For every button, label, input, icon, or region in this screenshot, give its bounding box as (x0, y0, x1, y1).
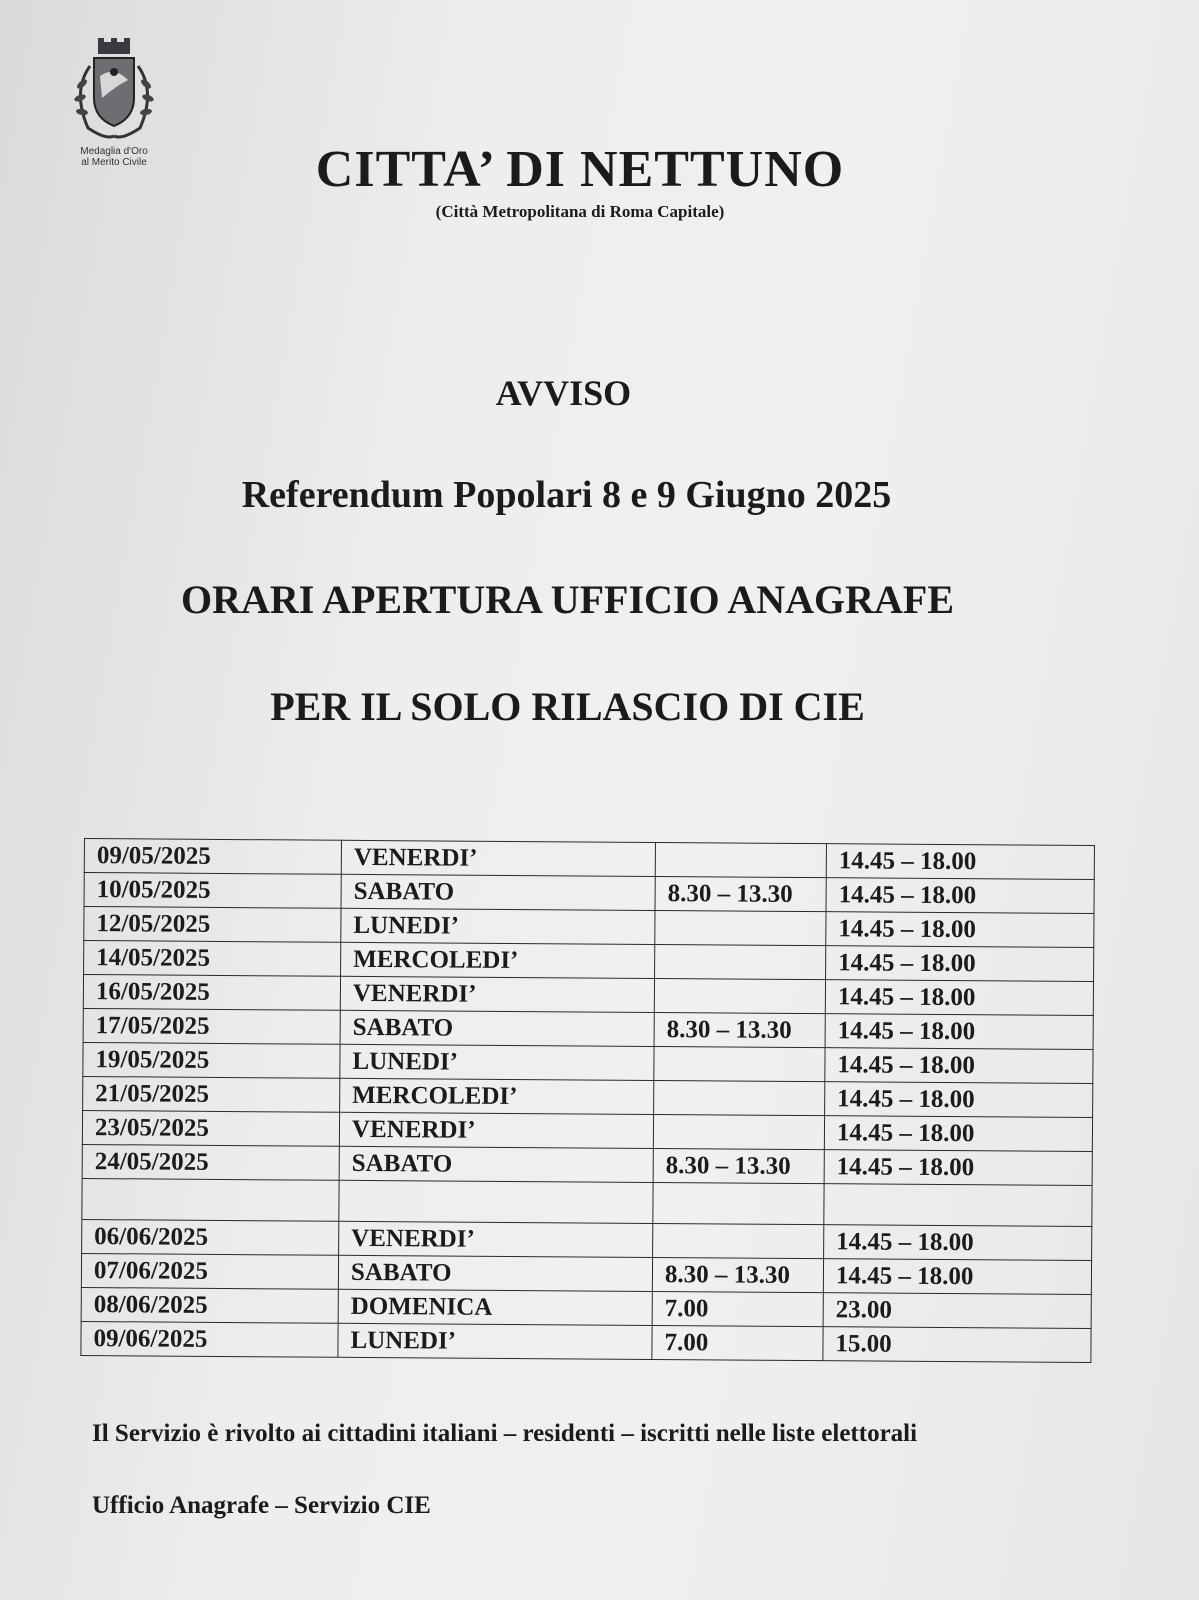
day-cell: LUNEDI’ (341, 908, 655, 944)
morning-hours-cell: 8.30 – 13.30 (653, 1148, 824, 1183)
day-cell: VENERDI’ (340, 976, 654, 1012)
cie-subheading: PER IL SOLO RILASCIO DI CIE (270, 684, 865, 729)
day-cell: LUNEDI’ (338, 1323, 652, 1359)
date-cell: 21/05/2025 (83, 1076, 340, 1112)
date-cell: 19/05/2025 (83, 1042, 340, 1078)
afternoon-hours-cell: 14.45 – 18.00 (825, 980, 1093, 1016)
day-cell: MERCOLEDI’ (340, 1078, 654, 1114)
morning-hours-cell (655, 944, 826, 979)
day-cell: SABATO (339, 1146, 653, 1182)
morning-hours-cell: 8.30 – 13.30 (655, 876, 826, 911)
afternoon-hours-cell: 14.45 – 18.00 (825, 1082, 1093, 1118)
date-cell: 10/05/2025 (84, 873, 341, 909)
date-cell: 08/06/2025 (81, 1287, 338, 1323)
date-cell: 14/05/2025 (84, 941, 341, 977)
table-row (81, 1321, 1091, 1362)
morning-hours-cell: 8.30 – 13.30 (652, 1257, 823, 1292)
morning-hours-cell (653, 1223, 824, 1258)
afternoon-hours-cell: 15.00 (823, 1327, 1091, 1363)
morning-hours-cell: 7.00 (652, 1291, 823, 1326)
morning-hours-cell (655, 910, 826, 945)
referendum-heading: Referendum Popolari 8 e 9 Giugno 2025 (241, 474, 892, 516)
date-cell (82, 1178, 339, 1221)
afternoon-hours-cell: 14.45 – 18.00 (825, 1014, 1093, 1050)
afternoon-hours-cell: 14.45 – 18.00 (824, 1116, 1092, 1152)
date-cell: 24/05/2025 (82, 1144, 339, 1180)
day-cell: LUNEDI’ (340, 1044, 654, 1080)
day-cell: VENERDI’ (339, 1221, 653, 1257)
schedule-table (80, 838, 1095, 1363)
date-cell: 09/06/2025 (81, 1321, 338, 1357)
date-cell: 09/05/2025 (84, 839, 341, 875)
coat-of-arms-icon (64, 36, 164, 146)
afternoon-hours-cell: 14.45 – 18.00 (825, 1048, 1093, 1084)
morning-hours-cell (654, 978, 825, 1013)
afternoon-hours-cell: 14.45 – 18.00 (826, 878, 1094, 914)
city-subtitle: (Città Metropolitana di Roma Capitale) (435, 202, 725, 221)
morning-hours-cell: 7.00 (652, 1325, 823, 1360)
day-cell: VENERDI’ (341, 840, 655, 876)
day-cell: SABATO (338, 1255, 652, 1291)
day-cell: DOMENICA (338, 1289, 652, 1325)
notice-label: AVVISO (495, 373, 632, 413)
day-cell: SABATO (340, 1010, 654, 1046)
afternoon-hours-cell: 14.45 – 18.00 (826, 912, 1094, 948)
emblem-caption-line1: Medaglia d'Oro (80, 146, 148, 157)
afternoon-hours-cell: 14.45 – 18.00 (823, 1259, 1091, 1295)
date-cell: 06/06/2025 (82, 1219, 339, 1255)
date-cell: 12/05/2025 (84, 907, 341, 943)
afternoon-hours-cell: 14.45 – 18.00 (824, 1150, 1092, 1186)
afternoon-hours-cell: 14.45 – 18.00 (826, 844, 1094, 880)
afternoon-hours-cell: 14.45 – 18.00 (826, 946, 1094, 982)
morning-hours-cell (653, 1114, 824, 1149)
morning-hours-cell (654, 1046, 825, 1081)
afternoon-hours-cell (824, 1184, 1092, 1227)
afternoon-hours-cell: 23.00 (823, 1293, 1091, 1329)
emblem-caption-line2: al Merito Civile (81, 157, 147, 168)
morning-hours-cell (654, 1080, 825, 1115)
service-note: Il Servizio è rivolto ai cittadini italiani – residenti – iscritti nelle liste elettorali (92, 1420, 918, 1447)
city-emblem (62, 36, 166, 168)
city-title: CITTA’ DI NETTUNO (315, 141, 845, 198)
table-spacer-row (82, 1178, 1092, 1226)
morning-hours-cell: 8.30 – 13.30 (654, 1012, 825, 1047)
date-cell: 23/05/2025 (82, 1110, 339, 1146)
morning-hours-cell (653, 1182, 824, 1224)
day-cell: MERCOLEDI’ (341, 942, 655, 978)
day-cell (339, 1180, 653, 1223)
day-cell: VENERDI’ (339, 1112, 653, 1148)
office-signature: Ufficio Anagrafe – Servizio CIE (92, 1492, 431, 1519)
morning-hours-cell (655, 842, 826, 877)
date-cell: 16/05/2025 (83, 975, 340, 1011)
afternoon-hours-cell: 14.45 – 18.00 (824, 1225, 1092, 1261)
emblem-caption (62, 146, 166, 168)
date-cell: 07/06/2025 (81, 1253, 338, 1289)
office-hours-heading: ORARI APERTURA UFFICIO ANAGRAFE (180, 577, 955, 622)
date-cell: 17/05/2025 (83, 1008, 340, 1044)
day-cell: SABATO (341, 874, 655, 910)
